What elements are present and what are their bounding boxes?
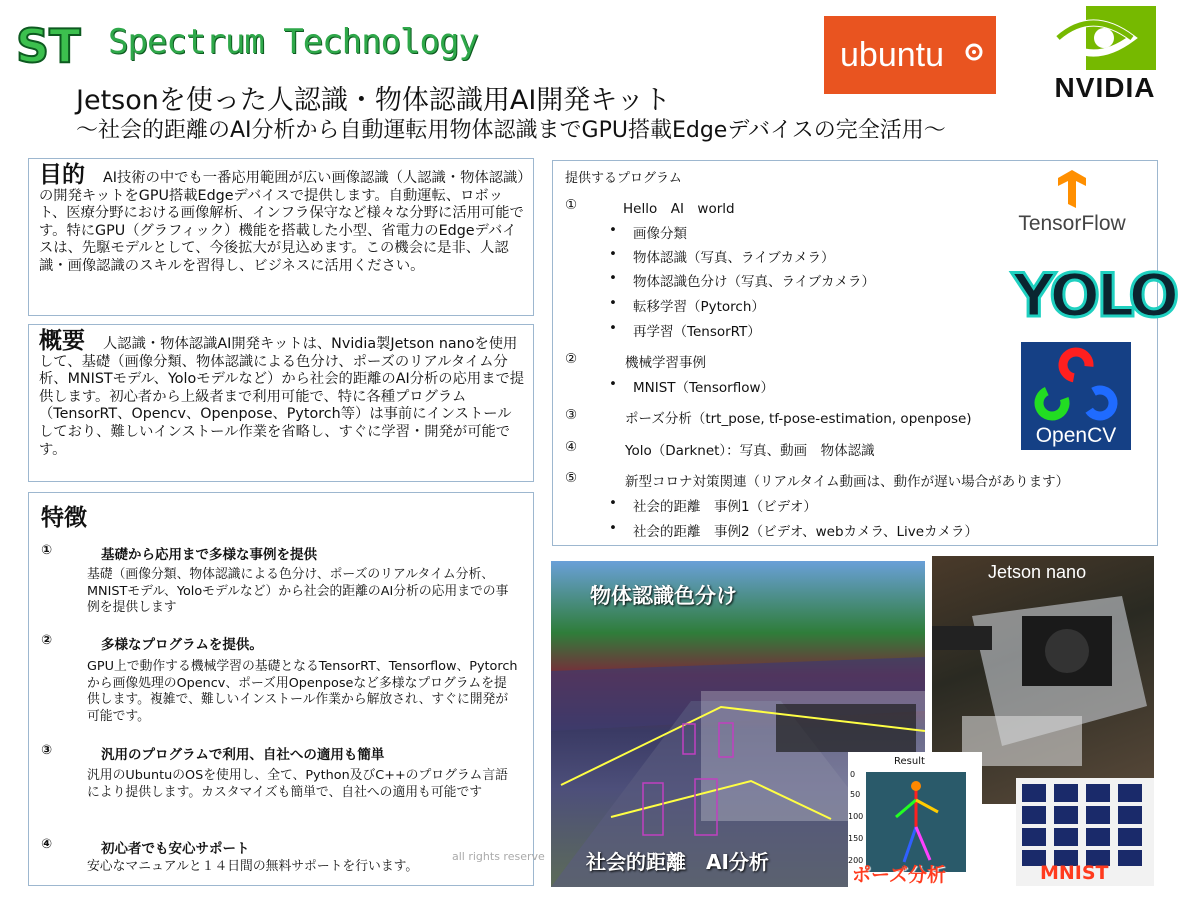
pose-caption: ポーズ分析 bbox=[852, 864, 947, 886]
feature-body: 安心なマニュアルと１４日間の無料サポートを行います。 bbox=[87, 859, 419, 874]
feature-number: ③ bbox=[41, 743, 53, 758]
nvidia-logo bbox=[1040, 6, 1170, 104]
purpose-box bbox=[28, 158, 534, 316]
ubuntu-circle-icon bbox=[964, 42, 984, 62]
feature-heading: 初心者でも安心サポート bbox=[101, 841, 250, 857]
opencv-rings-icon bbox=[1035, 348, 1117, 422]
ubuntu-logo-text: ubuntu bbox=[840, 36, 944, 74]
segmentation-caption: 物体認識色分け bbox=[590, 584, 737, 608]
svg-text:ST: ST bbox=[16, 19, 81, 73]
program-item: • 再学習（TensorRT） bbox=[633, 320, 761, 340]
programs-heading: 提供するプログラム bbox=[565, 171, 682, 186]
program-item: • MNIST（Tensorflow） bbox=[633, 376, 774, 396]
feature-heading: 多様なプログラムを提供。 bbox=[101, 637, 263, 653]
overview-text bbox=[39, 328, 525, 459]
purpose-body: AI技術の中でも一番応用範囲が広い画像認識（人認識・物体認識）の開発キットをGPU搭載Edgeデバイスで提供します。自動運転、ロボット、医療分野における画像解析、インフラ保守など様々な分野に活用可能です。特にGPU（グラフィック）機能を搭載した小型、省電力のEdgeデバイスは、先駆モデルとして、今後拡大が見込めます。この機会に是非、人認識・画像認識のスキルを習得し、ビジネスに活用ください。 bbox=[39, 170, 525, 274]
pose-axis-tick: 50 bbox=[850, 790, 861, 799]
pose-axis-tick: 150 bbox=[848, 834, 864, 843]
overview-heading: 概要 bbox=[39, 328, 85, 354]
pose-axis-tick: 100 bbox=[848, 812, 864, 821]
program-item: • 社会的距離 事例2（ビデオ、webカメラ、Liveカメラ） bbox=[633, 520, 978, 540]
purpose-heading: 目的 bbox=[39, 162, 85, 188]
pose-result-title: Result bbox=[894, 756, 925, 767]
jetson-caption: Jetson nano bbox=[988, 562, 1087, 582]
feature-number: ① bbox=[41, 543, 53, 558]
opencv-logo bbox=[1021, 342, 1131, 450]
mnist-grid-graphic bbox=[1020, 782, 1150, 866]
program-item: • 社会的距離 事例1（ビデオ） bbox=[633, 495, 817, 515]
pose-skeleton-graphic bbox=[866, 772, 966, 872]
overview-box bbox=[28, 324, 534, 482]
watermark: all rights reserve bbox=[452, 850, 545, 863]
program-item: • 転移学習（Pytorch） bbox=[633, 295, 765, 315]
program-label: Yolo（Darknet）：写真、動画 物体認識 bbox=[625, 443, 875, 459]
tensorflow-icon bbox=[1056, 170, 1088, 208]
feature-heading: 基礎から応用まで多様な事例を提供 bbox=[101, 547, 317, 563]
tensorflow-logo bbox=[1010, 170, 1134, 240]
program-number: ④ bbox=[565, 439, 578, 455]
st-logo-icon bbox=[14, 19, 100, 73]
feature-body: 汎用のUbuntuのOSを使用し、全て、Python及びC++のプログラム言語により提供します。カスタマイズも簡単で、自社への適用も可能です bbox=[87, 768, 508, 800]
opencv-logo-text: OpenCV bbox=[1035, 424, 1117, 447]
feature-heading: 汎用のプログラムで利用、自社への適用も簡単 bbox=[101, 747, 385, 763]
program-number: ③ bbox=[565, 407, 578, 423]
feature-number: ② bbox=[41, 633, 53, 648]
yolo-logo-icon bbox=[1006, 254, 1176, 331]
page-subtitle: ～社会的距離のAI分析から自動運転用物体認識までGPU搭載Edgeデバイスの完全活用～ bbox=[76, 118, 946, 143]
mnist-caption: MNIST bbox=[1040, 862, 1109, 884]
page-title: Jetsonを使った人認識・物体認識用AI開発キット bbox=[76, 85, 671, 116]
program-item: • 画像分類 bbox=[633, 222, 687, 242]
brand-name: Spectrum Technology bbox=[108, 22, 478, 62]
nvidia-logo-text: NVIDIA bbox=[1054, 72, 1156, 103]
program-label: 新型コロナ対策関連（リアルタイム動画は、動作が遅い場合があります） bbox=[625, 474, 1070, 490]
pose-axis-tick: 0 bbox=[850, 770, 856, 779]
feature-number: ④ bbox=[41, 837, 53, 852]
program-label: 機械学習事例 bbox=[625, 355, 706, 371]
overview-body: 人認識・物体認識AI開発キットは、Nvidia製Jetson nanoを使用して、基礎（画像分類、物体認識による色分け、ポーズのリアルタイム分析、MNISTモデル、Yoloモデルなど）から社会的距離のAI分析の応用まで提供します。初心者から上級者まで利用可能で、特に各種プログラム（TensorRT、Opencv、Openpose、Pytorch等）は事前にインストールしており、難しいインストール作業を省略し、すぐに学習・開発が可能です。 bbox=[39, 336, 525, 458]
program-number: ⑤ bbox=[565, 470, 578, 486]
ubuntu-logo bbox=[824, 16, 996, 94]
features-box bbox=[28, 492, 534, 886]
program-number: ② bbox=[565, 351, 578, 367]
pose-skeleton-area bbox=[866, 772, 966, 872]
tensorflow-logo-text: TensorFlow bbox=[1018, 212, 1126, 235]
feature-body: 基礎（画像分類、物体認識による色分け、ポーズのリアルタイム分析、MNISTモデル、Yoloモデルなど）から社会的距離のAI分析の応用までの事例を提供します bbox=[87, 567, 509, 615]
pose-axis-tick: 200 bbox=[848, 856, 864, 865]
feature-body: GPU上で動作する機械学習の基礎となるTensorRT、Tensorflow、Pytorchから画像処理のOpencv、ポーズ用Openposeなど多様なプログラムを提供します。複雑で、難しいインストール作業から解放され、すぐに開発が可能です。 bbox=[87, 659, 518, 724]
features-heading: 特徴 bbox=[41, 505, 87, 531]
program-item: • 物体認識（写真、ライブカメラ） bbox=[633, 246, 835, 266]
svg-text:YOLO: YOLO bbox=[1012, 261, 1176, 331]
program-number: ① bbox=[565, 197, 578, 213]
program-label: ポーズ分析（trt_pose, tf-pose-estimation, openpose) bbox=[625, 411, 972, 427]
social-distance-caption: 社会的距離 AI分析 bbox=[586, 850, 769, 874]
program-label: Hello AI world bbox=[623, 201, 735, 217]
nvidia-eye-icon bbox=[1052, 6, 1156, 70]
purpose-text bbox=[39, 162, 525, 276]
program-item: • 物体認識色分け（写真、ライブカメラ） bbox=[633, 270, 875, 290]
